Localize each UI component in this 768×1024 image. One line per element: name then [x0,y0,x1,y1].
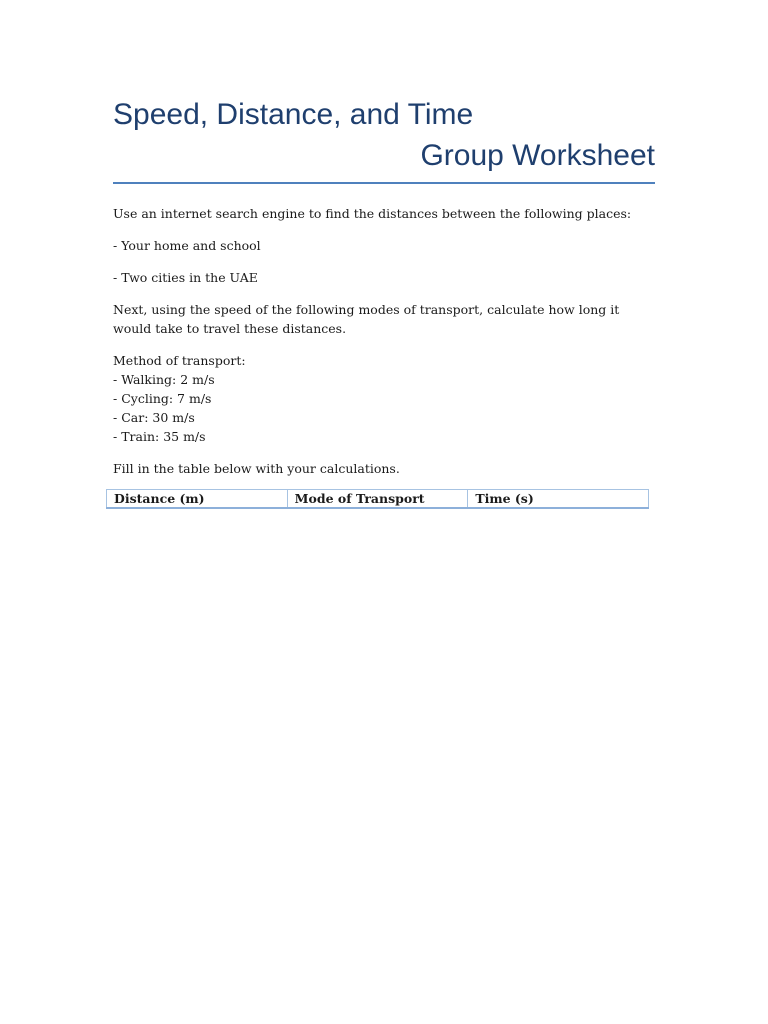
header-time: Time (s) [468,490,649,509]
intro-paragraph: Use an internet search engine to find the distances between the following places: [113,206,632,221]
instructions-paragraph: Next, using the speed of the following modes of transport, calculate how long it would take to travel these distances. [113,302,620,336]
table-header-row [107,490,649,509]
worksheet-page [113,94,655,478]
transport-item-cycling: - Cycling: 7 m/s [113,391,212,406]
transport-item-train: - Train: 35 m/s [113,429,206,444]
worksheet-body [113,204,655,478]
place-home-school: - Your home and school [113,238,261,253]
calculation-table [106,489,649,509]
calculation-table-wrapper [106,489,649,509]
transport-heading: Method of transport: [113,353,246,368]
table-instruction: Fill in the table below with your calculations. [113,461,400,476]
transport-item-car: - Car: 30 m/s [113,410,195,425]
title-line-2: Group Worksheet [420,139,655,172]
transport-item-walking: - Walking: 2 m/s [113,372,215,387]
title-line-1: Speed, Distance, and Time [113,98,474,131]
header-distance: Distance (m) [107,490,288,509]
header-mode-of-transport: Mode of Transport [287,490,468,509]
title-divider [113,182,655,184]
place-uae-cities: - Two cities in the UAE [113,270,258,285]
transport-list [113,351,655,446]
